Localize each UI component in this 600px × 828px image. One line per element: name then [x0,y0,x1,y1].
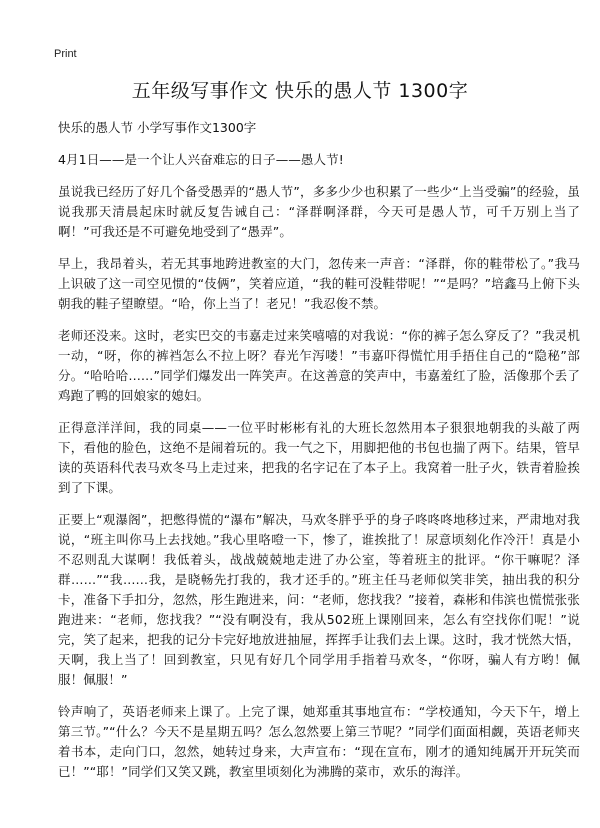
paragraph-english-class: 铃声响了，英语老师来上课了。上完了课，她郑重其事地宣布：“学校通知，今天下午，增上第三节。”“什么？今天不是星期五吗？怎么忽然要上第三节呢？”同学们面面相觑，英语老师夹着书本，走向门口，忽然，她转过身来，大声宣布：“现在宣布，刚才的通知纯属开开玩笑而已！”“耶！”同学们又笑又跳，教室里顷刻化为沸腾的菜市，欢乐的海洋。 [58,704,580,779]
page-title: 五年级写事作文 快乐的愚人节 1300字 [131,80,469,102]
paragraph-morning: 早上，我昂着头，若无其事地跨进教室的大门，忽传来一声音：“泽群，你的鞋带松了。”我马上识破了这一司空见惯的“伎俩”，笑着应道，“我的鞋可没鞋带呢！”“是吗？”培鑫马上俯下头朝我的鞋子望瞭望。“哈，你上当了！老兄！”我忍俊不禁。 [58,256,580,311]
article-body [58,118,580,794]
paragraph-deskmate: 正得意洋洋间，我的同桌——一位平时彬彬有礼的大班长忽然用本子狠狠地朝我的头敲了两下，看他的脸色，这绝不是闹着玩的。我一气之下，用脚把他的书包也揣了两下。结果，管早读的英语科代表马欢冬马上走过来，把我的名字记在了本子上。我窝着一肚子火，铁青着脸挨到了下课。 [58,420,580,495]
paragraph-office: 正要上“观瀑阁”，把憋得慌的“瀑布”解决，马欢冬胖乎乎的身子咚咚咚地移过来，严肃地对我说，“班主叫你马上去找她。”我心里咯噔一下，惨了，谁挨批了！尿意顷刻化作冷汗！真是小不忍则乱大谋啊！我低着头，战战兢兢地走进了办公室，等着班主的批评。“你干嘛呢？泽群……”“我……我，是晓畅先打我的，我才还手的。”班主任马老师似笑非笑，抽出我的积分卡，准备下手扣分，忽然，彤生跑进来，问：“老师，您找我？”接着，森彬和伟滨也慌慌张张跑进来：“老师，您找我？”“没有啊没有，我从502班上课刚回来，怎么有空找你们呢！”说完，笑了起来，把我的记分卡完好地放进抽屉，挥挥手让我们去上课。这时，我才恍然大悟，天啊，我上当了！回到教室，只见有好几个同学用手指着马欢冬，“你呀，骗人有方哟！佩服！佩服！” [58,512,580,687]
paragraph-intro: 虽说我已经历了好几个备受愚弄的“愚人节”，多多少少也积累了一些少“上当受骗”的经验，虽说我那天清晨起床时就反复告诫自己：“泽群啊泽群，今天可是愚人节，可千万别上当了啊！”可我还是不可避免地受到了“愚弄”。 [58,184,580,239]
paragraph-date: 4月1日——是一个让人兴奋难忘的日子——愚人节! [58,152,344,167]
print-link[interactable]: Print [54,48,77,60]
article-subtitle: 快乐的愚人节 小学写事作文1300字 [58,120,257,135]
paragraph-pants-joke: 老师还没来。这时，老实巴交的韦嘉走过来笑嘻嘻的对我说：“你的裤子怎么穿反了？”我灵机一动，“呀，你的裤裆怎么不拉上呀？春光乍泻喽！”韦嘉吓得慌忙用手捂住自己的“隐秘”部分。“哈哈哈……”同学们爆发出一阵笑声。在这善意的笑声中，韦嘉羞红了脸，活像那个丢了鸡跑了鸭的回娘家的媳妇。 [58,328,580,403]
